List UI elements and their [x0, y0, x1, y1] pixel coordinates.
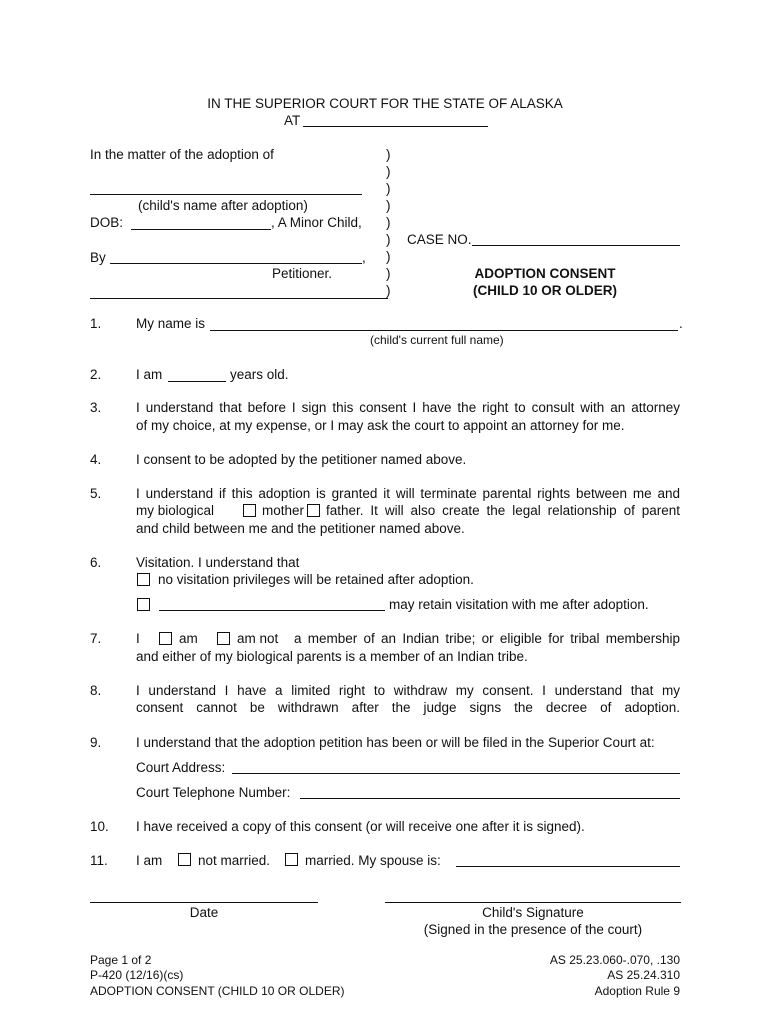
minor-child-label: , A Minor Child,: [271, 215, 362, 230]
court-phone-field[interactable]: [300, 798, 680, 799]
paren-1: ): [386, 147, 391, 162]
item-number: 10.: [90, 819, 109, 834]
item-5-line1: I understand if this adoption is granted it will terminate parental rights between me and: [136, 486, 680, 501]
court-line: IN THE SUPERIOR COURT FOR THE STATE OF ALASKA: [207, 96, 563, 111]
item-number: 3.: [90, 400, 102, 415]
paren-8: ): [386, 266, 391, 281]
doc-title-line2: (CHILD 10 OR OLDER): [472, 283, 617, 298]
court-heading: [0, 96, 770, 111]
item-number: 1.: [90, 316, 102, 331]
item-number: 9.: [90, 735, 102, 750]
signature-note: (Signed in the presence of the court): [423, 922, 643, 937]
paren-3: ): [386, 181, 391, 196]
court-address-field[interactable]: [232, 773, 680, 774]
no-visitation-checkbox[interactable]: [137, 573, 150, 586]
paren-2: ): [386, 164, 391, 179]
by-petitioner-field[interactable]: [110, 263, 362, 264]
item-2-text-a: I am: [136, 367, 163, 382]
footer-form-no: P-420 (12/16)(cs): [90, 968, 184, 982]
footer-form-title: ADOPTION CONSENT (CHILD 10 OR OLDER): [90, 984, 345, 998]
by-label: By: [90, 250, 106, 265]
item-1-hint: (child's current full name): [370, 333, 504, 347]
item-4-text: I consent to be adopted by the petitioner named above.: [136, 452, 467, 467]
married-checkbox[interactable]: [285, 853, 298, 866]
doc-title: [400, 266, 690, 298]
petitioner-label: Petitioner.: [272, 266, 333, 281]
tribe-member-am-not-checkbox[interactable]: [217, 632, 230, 645]
child-name-field[interactable]: [90, 194, 362, 195]
item-1-period: .: [679, 316, 683, 331]
court-address-label: Court Address:: [136, 760, 226, 775]
item-11-text-a: I am: [136, 853, 163, 868]
matter-label: In the matter of the adoption of: [90, 147, 274, 162]
item-6-option2: may retain visitation with me after adoption.: [389, 597, 649, 612]
item-number: 11.: [90, 853, 108, 868]
at-label: AT: [284, 113, 301, 128]
item-7-line2: and either of my biological parents is a member of an Indian tribe.: [136, 649, 528, 664]
visitation-person-field[interactable]: [159, 610, 385, 611]
item-number: 5.: [90, 486, 102, 501]
item-6-line1: Visitation. I understand that: [136, 555, 300, 570]
item-number: 7.: [90, 631, 102, 646]
at-field[interactable]: [303, 126, 488, 127]
signature-label: Child's Signature: [482, 905, 584, 920]
item-number: 6.: [90, 555, 102, 570]
item-10-text: I have received a copy of this consent (or will receive one after it is signed).: [136, 819, 585, 834]
item-5-line2a: my biological: [136, 503, 215, 518]
paren-4: ): [386, 198, 391, 213]
item-8-line1: I understand I have a limited right to withdraw my consent. I understand that my: [136, 683, 680, 698]
item-7-am: am: [179, 631, 198, 646]
by-comma: ,: [362, 250, 366, 265]
item-9-line1: I understand that the adoption petition has been or will be filed in the Superior Court at:: [136, 735, 655, 750]
retain-visitation-checkbox[interactable]: [137, 598, 150, 611]
case-no-field[interactable]: [472, 245, 680, 246]
date-line[interactable]: [90, 902, 318, 903]
age-field[interactable]: [168, 381, 226, 382]
footer-statute-2: AS 25.24.310: [607, 968, 680, 982]
item-number: 8.: [90, 683, 102, 698]
paren-9: ): [386, 283, 391, 298]
item-11-not-married: not married.: [198, 853, 271, 868]
caption-bottom-line[interactable]: [90, 298, 388, 299]
signature-line[interactable]: [385, 902, 681, 903]
doc-title-line1: ADOPTION CONSENT: [474, 266, 616, 281]
item-5-father: father. It will also create the legal relationship of parent: [326, 503, 680, 518]
father-checkbox[interactable]: [307, 504, 320, 517]
item-7-am-not: am not: [237, 631, 279, 646]
not-married-checkbox[interactable]: [178, 853, 191, 866]
item-number: 2.: [90, 367, 102, 382]
paren-7: ): [386, 249, 391, 264]
item-6-option1: no visitation privileges will be retained after adoption.: [158, 572, 474, 587]
paren-6: ): [386, 232, 391, 247]
item-5-line3: and child between me and the petitioner named above.: [136, 521, 465, 536]
item-5-mother: mother: [262, 503, 305, 518]
item-3-line1: I understand that before I sign this consent I have the right to consult with an attorney: [136, 400, 680, 415]
item-7-rest: a member of an Indian tribe; or eligible for tribal membership: [294, 631, 680, 646]
dob-label: DOB:: [90, 215, 124, 230]
item-3-line2: of my choice, at my expense, or I may ask the court to appoint an attorney for me.: [136, 418, 625, 433]
child-current-name-field[interactable]: [210, 330, 678, 331]
item-1-text: My name is: [136, 316, 206, 331]
spouse-name-field[interactable]: [456, 866, 680, 867]
item-number: 4.: [90, 452, 102, 467]
dob-field[interactable]: [131, 229, 271, 230]
tribe-member-am-checkbox[interactable]: [159, 632, 172, 645]
paren-5: ): [386, 215, 391, 230]
footer-rule: Adoption Rule 9: [594, 984, 680, 998]
item-7-i: I: [136, 631, 140, 646]
item-8-line2: consent cannot be withdrawn after the judge signs the decree of adoption.: [136, 700, 680, 715]
item-11-married: married. My spouse is:: [305, 853, 441, 868]
footer-page: Page 1 of 2: [90, 953, 152, 967]
date-label: Date: [189, 905, 219, 920]
child-name-hint: (child's name after adoption): [138, 198, 308, 213]
court-phone-label: Court Telephone Number:: [136, 785, 291, 800]
footer-statute-1: AS 25.23.060-.070, .130: [549, 953, 680, 967]
item-2-text-b: years old.: [230, 367, 289, 382]
mother-checkbox[interactable]: [243, 504, 256, 517]
case-no-label: CASE NO.: [407, 232, 472, 247]
